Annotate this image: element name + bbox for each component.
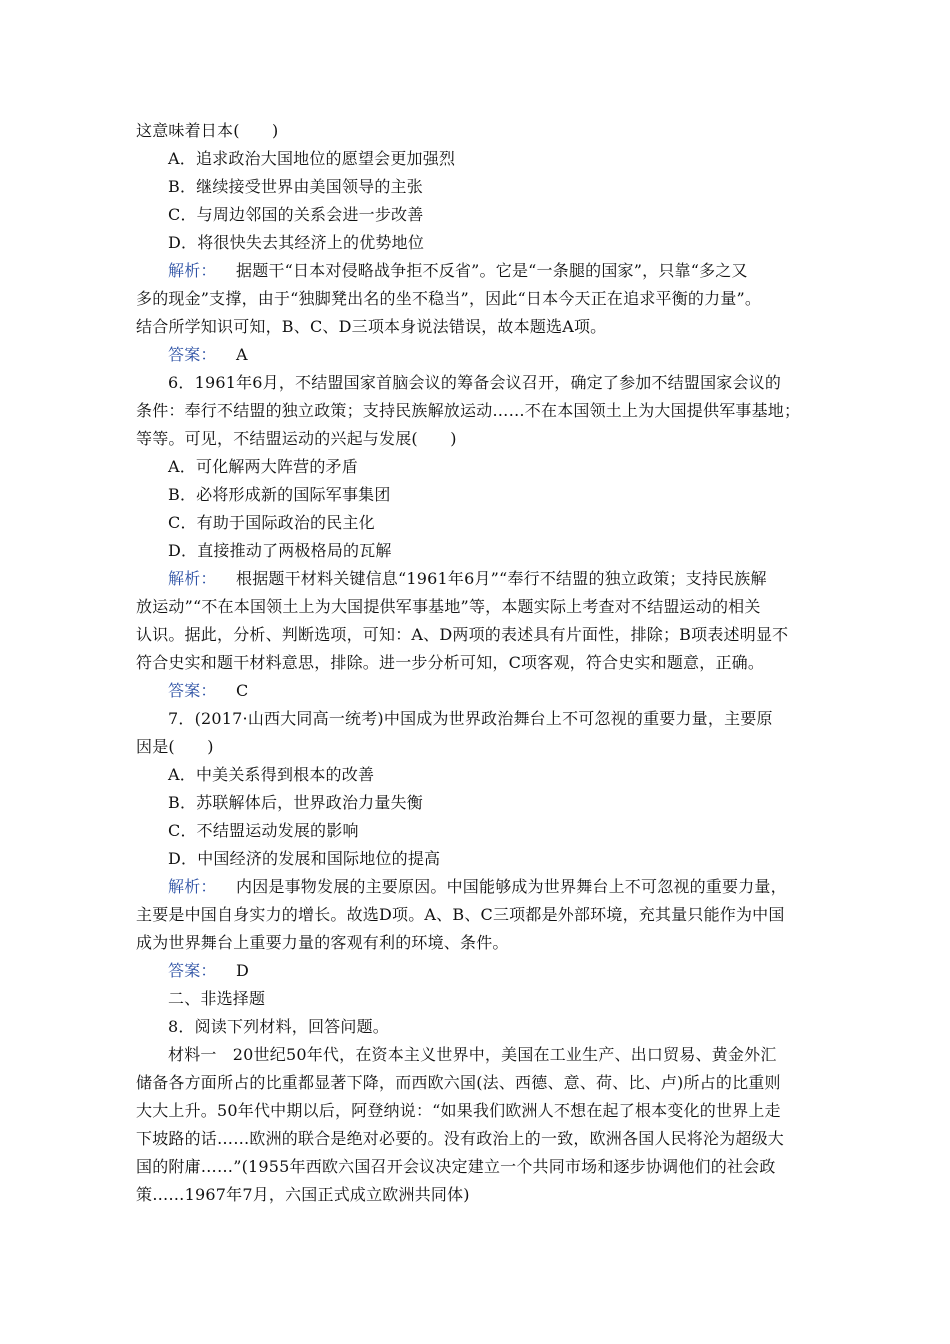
q5-analysis-line-1: 据题干“日本对侵略战争拒不反省”。它是“一条腿的国家”，只靠“多之又 bbox=[236, 261, 748, 280]
q7-analysis-label: 解析： bbox=[168, 877, 217, 896]
q8-stem: 8．阅读下列材料，回答问题。 bbox=[168, 1017, 389, 1036]
q5-answer-label: 答案： bbox=[168, 345, 217, 364]
q7-analysis-line-3: 成为世界舞台上重要力量的客观有利的环境、条件。 bbox=[136, 933, 509, 952]
q6-analysis-line-4: 符合史实和题干材料意思，排除。进一步分析可知，C项客观，符合史实和题意，正确。 bbox=[136, 653, 765, 672]
material1-line-4: 下坡路的话……欧洲的联合是绝对必要的。没有政治上的一致，欧洲各国人民将沦为超级大 bbox=[136, 1129, 785, 1148]
q5-analysis-line-3: 结合所学知识可知，B、C、D三项本身说法错误，故本题选A项。 bbox=[136, 317, 607, 336]
q6-option-a: A．可化解两大阵营的矛盾 bbox=[168, 457, 358, 476]
q6-option-b: B．必将形成新的国际军事集团 bbox=[168, 485, 391, 504]
q6-answer-label: 答案： bbox=[168, 681, 217, 700]
q5-option-a: A．追求政治大国地位的愿望会更加强烈 bbox=[168, 149, 456, 168]
q5-stem-tail: 这意味着日本( ) bbox=[136, 121, 279, 140]
q5-analysis-label: 解析： bbox=[168, 261, 217, 280]
q5-option-b: B．继续接受世界由美国领导的主张 bbox=[168, 177, 423, 196]
q7-analysis-line-2: 主要是中国自身实力的增长。故选D项。A、B、C三项都是外部环境，充其量只能作为中国 bbox=[136, 905, 785, 924]
q5-answer: A bbox=[236, 345, 248, 364]
q6-analysis-line-3: 认识。据此，分析、判断选项，可知：A、D两项的表述具有片面性，排除；B项表述明显不 bbox=[136, 625, 789, 644]
q6-analysis-line-2: 放运动”“不在本国领土上为大国提供军事基地”等，本题实际上考查对不结盟运动的相关 bbox=[136, 597, 761, 616]
q5-option-c: C．与周边邻国的关系会进一步改善 bbox=[168, 205, 424, 224]
q7-answer-label: 答案： bbox=[168, 961, 217, 980]
q6-option-c: C．有助于国际政治的民主化 bbox=[168, 513, 375, 532]
q6-stem-line-1: 6．1961年6月，不结盟国家首脑会议的筹备会议召开，确定了参加不结盟国家会议的 bbox=[168, 373, 782, 392]
q6-analysis-line-1: 根据题干材料关键信息“1961年6月”“奉行不结盟的独立政策；支持民族解 bbox=[236, 569, 767, 588]
q7-stem-line-2: 因是( ) bbox=[136, 737, 214, 756]
q6-analysis-label: 解析： bbox=[168, 569, 217, 588]
q7-option-d: D．中国经济的发展和国际地位的提高 bbox=[168, 849, 441, 868]
material1-line-1: 材料一 20世纪50年代，在资本主义世界中，美国在工业生产、出口贸易、黄金外汇 bbox=[168, 1045, 777, 1064]
q5-option-d: D．将很快失去其经济上的优势地位 bbox=[168, 233, 425, 252]
material1-line-6: 策……1967年7月，六国正式成立欧洲共同体) bbox=[136, 1185, 470, 1204]
q6-answer: C bbox=[236, 681, 249, 700]
material1-line-2: 储备各方面所占的比重都显著下降，而西欧六国(法、西德、意、荷、比、卢)所占的比重则 bbox=[136, 1073, 781, 1092]
q7-answer: D bbox=[236, 961, 250, 980]
q5-analysis-line-2: 多的现金”支撑，由于“独脚凳出名的坐不稳当”，因此“日本今天正在追求平衡的力量”。 bbox=[136, 289, 762, 308]
q6-option-d: D．直接推动了两极格局的瓦解 bbox=[168, 541, 392, 560]
q7-option-b: B．苏联解体后，世界政治力量失衡 bbox=[168, 793, 423, 812]
q7-analysis-line-1: 内因是事物发展的主要原因。中国能够成为世界舞台上不可忽视的重要力量， bbox=[236, 877, 787, 896]
q7-option-c: C．不结盟运动发展的影响 bbox=[168, 821, 359, 840]
q7-stem-line-1: 7．(2017·山西大同高一统考)中国成为世界政治舞台上不可忽视的重要力量，主要原 bbox=[168, 709, 773, 728]
q6-stem-line-2: 条件：奉行不结盟的独立政策；支持民族解放运动……不在本国领土上为大国提供军事基地； bbox=[136, 401, 801, 420]
material1-line-3: 大大上升。50年代中期以后，阿登纳说：“如果我们欧洲人不想在起了根本变化的世界上走 bbox=[136, 1101, 781, 1120]
material1-line-5: 国的附庸……”(1955年西欧六国召开会议决定建立一个共同市场和逐步协调他们的社会政 bbox=[136, 1157, 776, 1176]
q7-option-a: A．中美关系得到根本的改善 bbox=[168, 765, 375, 784]
section-heading: 二、非选择题 bbox=[168, 989, 266, 1008]
q6-stem-line-3: 等等。可见，不结盟运动的兴起与发展( ) bbox=[136, 429, 457, 448]
